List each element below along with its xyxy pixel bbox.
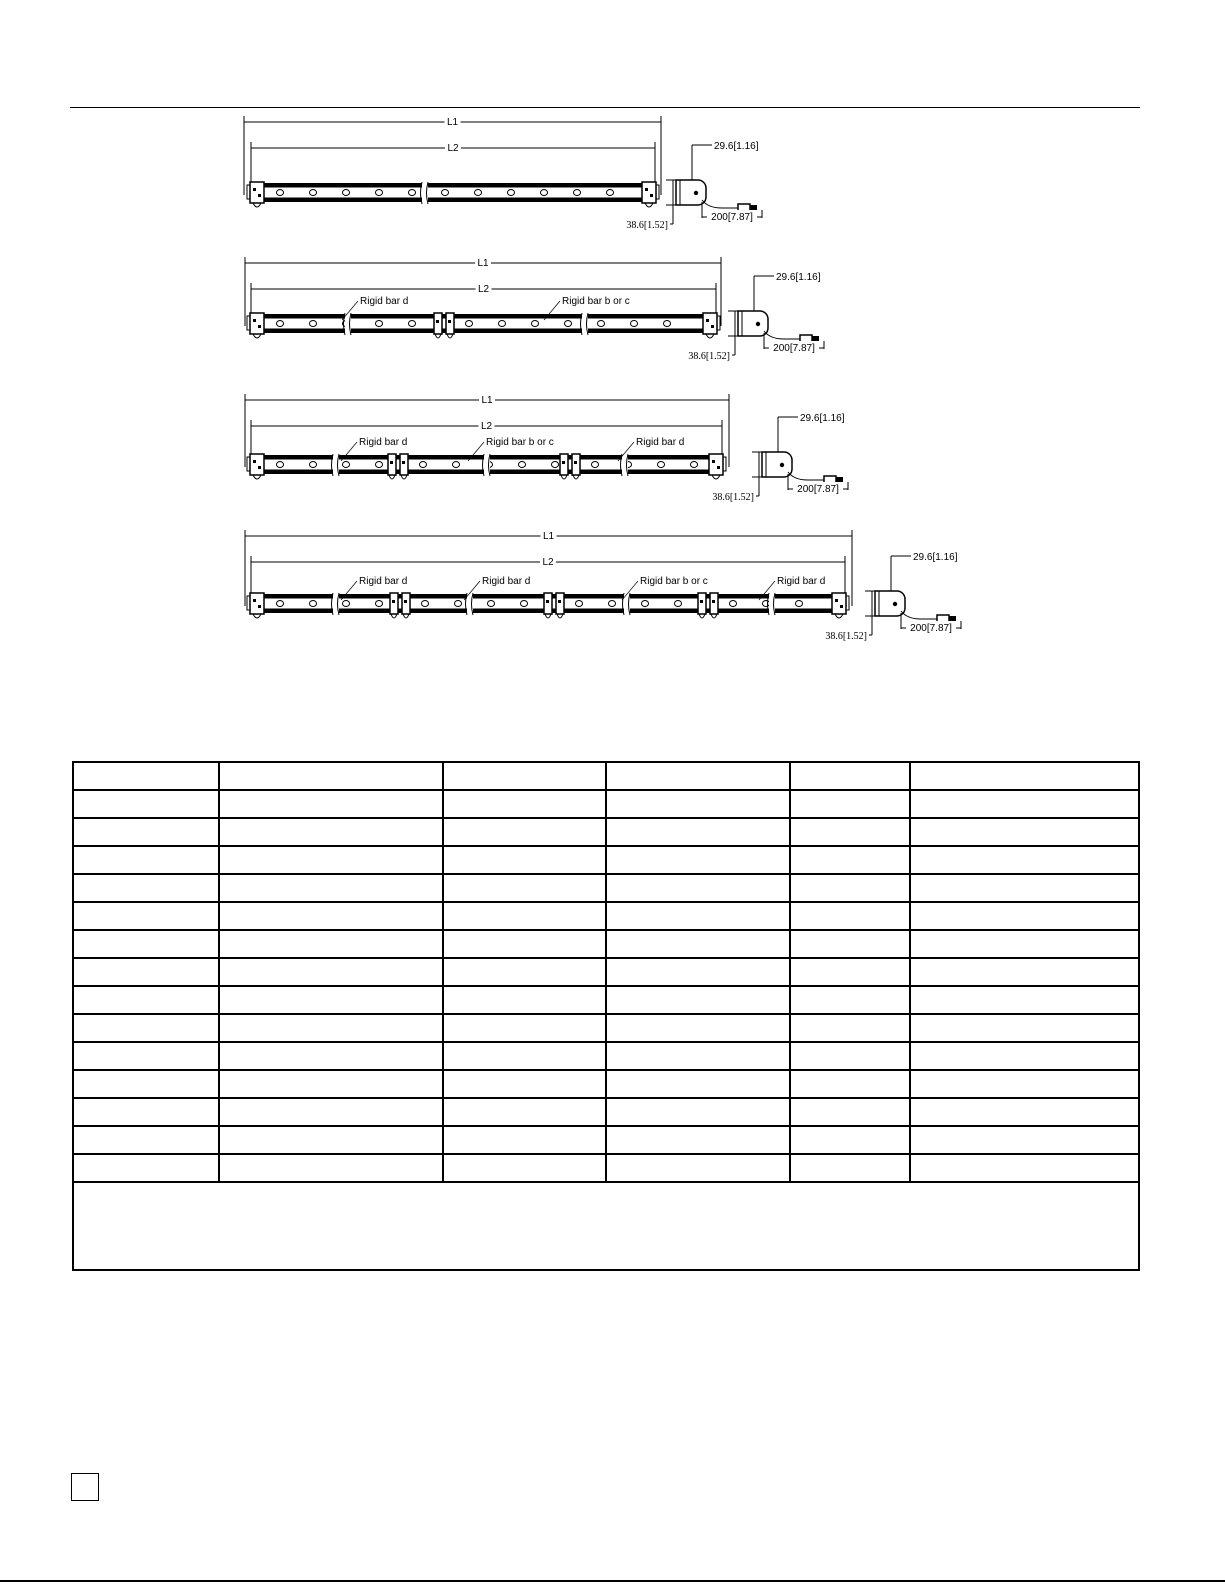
led: [642, 601, 649, 607]
table-cell: [219, 1042, 443, 1070]
table-cell: [606, 846, 790, 874]
joint-bracket: [710, 593, 718, 614]
width-dimension: 29.6[1.16]: [714, 141, 759, 152]
bracket-detail: [840, 605, 843, 608]
bracket-detail: [258, 466, 261, 469]
bar-bottom-rail: [250, 198, 656, 202]
table-row: [73, 1070, 1139, 1098]
table-cell: [790, 762, 910, 790]
table-cell: [219, 1098, 443, 1126]
bracket-detail: [546, 600, 549, 603]
table-cell: [606, 1042, 790, 1070]
profile-hole: [756, 322, 760, 326]
table-cell: [606, 958, 790, 986]
height-dimension: 38.6[1.52]: [825, 631, 867, 642]
l2-label: L2: [542, 557, 554, 568]
table-cell: [73, 1014, 219, 1042]
l1-label: L1: [542, 531, 555, 542]
table-cell: [606, 1014, 790, 1042]
table-row: [73, 902, 1139, 930]
led: [409, 321, 416, 327]
table-cell: [790, 1126, 910, 1154]
bracket-detail: [835, 599, 838, 602]
dimension-drawings: [0, 0, 1225, 720]
table-cell: [606, 818, 790, 846]
table-cell: [73, 762, 219, 790]
cable-dimension: 200[7.87]: [711, 212, 753, 223]
bracket-detail: [712, 600, 715, 603]
end-bracket: [703, 313, 717, 334]
led: [376, 462, 383, 468]
led: [422, 601, 429, 607]
segment-label: Rigid bar d: [482, 576, 531, 587]
led: [277, 321, 284, 327]
led: [277, 601, 284, 607]
table-cell: [910, 958, 1139, 986]
table-cell: [606, 930, 790, 958]
table-row: [73, 1126, 1139, 1154]
bracket-detail: [404, 600, 407, 603]
drawing-1-segment: [244, 116, 762, 231]
bracket-detail: [392, 600, 395, 603]
l2-label: L2: [480, 421, 493, 432]
led: [598, 321, 605, 327]
joint-bracket: [434, 313, 442, 334]
drawing-4-segment: [245, 530, 961, 642]
table-cell: [910, 1042, 1139, 1070]
table-cell: [443, 846, 606, 874]
page-number-box: [71, 1473, 99, 1501]
width-dimension: 29.6[1.16]: [800, 413, 845, 424]
led: [376, 321, 383, 327]
table-cell: [219, 874, 443, 902]
bracket-detail: [717, 466, 720, 469]
table-cell: [443, 1098, 606, 1126]
table-cell: [443, 986, 606, 1014]
table-cell: [73, 818, 219, 846]
l1-label: L1: [446, 117, 459, 128]
segment-label: Rigid bar b or c: [486, 437, 554, 448]
led: [310, 190, 317, 196]
table-cell: [910, 846, 1139, 874]
led: [277, 462, 284, 468]
table-cell: [73, 1098, 219, 1126]
table-cell: [790, 874, 910, 902]
led: [609, 601, 616, 607]
bracket-detail: [574, 461, 577, 464]
bracket-detail: [390, 461, 393, 464]
table-row: [73, 818, 1139, 846]
led: [664, 321, 671, 327]
table-note-row: [73, 1182, 1139, 1270]
width-dimension: 29.6[1.16]: [913, 552, 958, 563]
drawing-2-segment: [245, 257, 824, 362]
l1-label: L1: [481, 395, 493, 406]
led: [574, 190, 581, 196]
bracket-detail: [558, 600, 561, 603]
profile-hole: [780, 463, 784, 467]
joint-bracket: [388, 454, 396, 475]
table-cell: [790, 818, 910, 846]
table-cell: [73, 790, 219, 818]
table-cell: [606, 986, 790, 1014]
bar-top-rail: [250, 183, 656, 187]
bracket-detail: [706, 319, 709, 322]
led: [343, 462, 350, 468]
segment-label: Rigid bar d: [636, 437, 685, 448]
table-cell: [443, 1126, 606, 1154]
table-cell: [219, 1070, 443, 1098]
bracket-detail: [700, 600, 703, 603]
table-cell: [443, 874, 606, 902]
table-cell: [790, 1154, 910, 1182]
bracket-detail: [258, 194, 261, 197]
table-note: [73, 1182, 1139, 1270]
table-cell: [790, 902, 910, 930]
table-row: [73, 1014, 1139, 1042]
table-cell: [606, 1098, 790, 1126]
led: [519, 462, 526, 468]
table-cell: [910, 1070, 1139, 1098]
led: [675, 601, 682, 607]
led: [488, 601, 495, 607]
led: [521, 601, 528, 607]
led: [565, 321, 572, 327]
table-cell: [219, 986, 443, 1014]
led: [455, 601, 462, 607]
spec-table: [72, 761, 1140, 1271]
table-cell: [219, 790, 443, 818]
led: [420, 462, 427, 468]
led: [508, 190, 515, 196]
table-cell: [219, 818, 443, 846]
led: [442, 190, 449, 196]
table-cell: [910, 986, 1139, 1014]
led: [310, 321, 317, 327]
table-cell: [606, 790, 790, 818]
table-cell: [443, 1154, 606, 1182]
bracket-detail: [253, 599, 256, 602]
table-cell: [73, 902, 219, 930]
height-dimension: 38.6[1.52]: [626, 220, 668, 231]
table-row: [73, 1042, 1139, 1070]
table-cell: [73, 846, 219, 874]
led: [691, 462, 698, 468]
bracket-detail: [253, 460, 256, 463]
table-cell: [790, 930, 910, 958]
table-cell: [73, 1070, 219, 1098]
bracket-detail: [645, 188, 648, 191]
joint-bracket: [698, 593, 706, 614]
bracket-detail: [712, 460, 715, 463]
table-cell: [219, 958, 443, 986]
led: [310, 601, 317, 607]
led: [376, 601, 383, 607]
table-cell: [443, 930, 606, 958]
table-cell: [910, 1126, 1139, 1154]
table-cell: [790, 986, 910, 1014]
table-cell: [790, 1098, 910, 1126]
bar-bottom-rail: [250, 329, 717, 333]
table-row: [73, 846, 1139, 874]
table-cell: [443, 790, 606, 818]
table-cell: [443, 762, 606, 790]
table-cell: [910, 790, 1139, 818]
led: [343, 190, 350, 196]
joint-bracket: [544, 593, 552, 614]
end-bracket: [250, 182, 264, 203]
led: [631, 321, 638, 327]
table-cell: [443, 902, 606, 930]
table-cell: [219, 846, 443, 874]
table-cell: [443, 1042, 606, 1070]
table-cell: [910, 818, 1139, 846]
table-cell: [443, 1070, 606, 1098]
end-bracket: [250, 454, 264, 475]
led: [453, 462, 460, 468]
table-cell: [606, 902, 790, 930]
table-cell: [790, 1070, 910, 1098]
table-cell: [790, 846, 910, 874]
cable: [901, 611, 937, 619]
l2-label: L2: [477, 284, 490, 295]
led: [541, 190, 548, 196]
table-cell: [219, 1126, 443, 1154]
segment-label: Rigid bar b or c: [562, 296, 630, 307]
table-cell: [606, 874, 790, 902]
table-cell: [73, 958, 219, 986]
led: [576, 601, 583, 607]
table-cell: [910, 1154, 1139, 1182]
cable: [702, 200, 738, 208]
table-cell: [219, 902, 443, 930]
height-dimension: 38.6[1.52]: [688, 351, 730, 362]
bracket-detail: [436, 320, 439, 323]
joint-bracket: [400, 454, 408, 475]
led: [475, 190, 482, 196]
table-cell: [219, 930, 443, 958]
bracket-detail: [258, 605, 261, 608]
led: [499, 321, 506, 327]
joint-bracket: [560, 454, 568, 475]
table-cell: [443, 818, 606, 846]
footer-rule: [0, 1580, 1225, 1582]
table-cell: [790, 790, 910, 818]
table-cell: [910, 902, 1139, 930]
cable-dimension: 200[7.87]: [797, 484, 839, 495]
bracket-detail: [650, 194, 653, 197]
bracket-detail: [402, 461, 405, 464]
profile-hole: [694, 191, 698, 195]
led: [658, 462, 665, 468]
end-bracket: [250, 593, 264, 614]
segment-label: Rigid bar b or c: [640, 576, 708, 587]
led: [607, 190, 614, 196]
table-header-row: [73, 762, 1139, 790]
led: [376, 190, 383, 196]
width-dimension: 29.6[1.16]: [776, 272, 821, 283]
bracket-detail: [253, 188, 256, 191]
table-cell: [73, 930, 219, 958]
segment-label: Rigid bar d: [360, 296, 409, 307]
led: [277, 190, 284, 196]
led: [409, 190, 416, 196]
joint-bracket: [390, 593, 398, 614]
led: [552, 462, 559, 468]
table-row: [73, 930, 1139, 958]
table-row: [73, 790, 1139, 818]
led: [592, 462, 599, 468]
segment-label: Rigid bar d: [777, 576, 826, 587]
joint-bracket: [446, 313, 454, 334]
bracket-detail: [253, 319, 256, 322]
led: [763, 601, 770, 607]
table-cell: [73, 1042, 219, 1070]
table-cell: [73, 1154, 219, 1182]
table-cell: [790, 958, 910, 986]
table-cell: [73, 986, 219, 1014]
led: [730, 601, 737, 607]
table-row: [73, 1098, 1139, 1126]
segment-label: Rigid bar d: [359, 437, 408, 448]
height-dimension: 38.6[1.52]: [712, 492, 754, 503]
table-cell: [606, 762, 790, 790]
end-bracket: [250, 313, 264, 334]
end-bracket: [642, 182, 656, 203]
table-cell: [910, 1098, 1139, 1126]
table-cell: [73, 874, 219, 902]
table-row: [73, 1154, 1139, 1182]
table-cell: [606, 1070, 790, 1098]
table-cell: [910, 1014, 1139, 1042]
joint-bracket: [572, 454, 580, 475]
end-bracket: [832, 593, 846, 614]
bracket-detail: [258, 325, 261, 328]
cable: [788, 472, 824, 480]
bar-top-rail: [250, 314, 717, 318]
led: [466, 321, 473, 327]
cable-dimension: 200[7.87]: [773, 343, 815, 354]
table-cell: [790, 1042, 910, 1070]
profile-hole: [893, 602, 897, 606]
joint-bracket: [556, 593, 564, 614]
end-bracket: [709, 454, 723, 475]
cable-dimension: 200[7.87]: [910, 623, 952, 634]
table-cell: [606, 1154, 790, 1182]
table-cell: [73, 1126, 219, 1154]
segment-label: Rigid bar d: [359, 576, 408, 587]
table-cell: [219, 1014, 443, 1042]
drawing-3-segment: [245, 394, 848, 503]
table-cell: [910, 874, 1139, 902]
cable: [764, 331, 800, 339]
table-cell: [443, 958, 606, 986]
bracket-detail: [562, 461, 565, 464]
led: [532, 321, 539, 327]
table-cell: [910, 930, 1139, 958]
bracket-detail: [711, 325, 714, 328]
joint-bracket: [402, 593, 410, 614]
l2-label: L2: [447, 143, 459, 154]
led: [796, 601, 803, 607]
table-cell: [443, 1014, 606, 1042]
led: [310, 462, 317, 468]
led: [343, 601, 350, 607]
table-cell: [219, 1154, 443, 1182]
table-cell: [219, 762, 443, 790]
table-cell: [606, 1126, 790, 1154]
table-row: [73, 986, 1139, 1014]
table-row: [73, 958, 1139, 986]
table-cell: [790, 1014, 910, 1042]
bracket-detail: [448, 320, 451, 323]
l1-label: L1: [477, 258, 489, 269]
table-cell: [910, 762, 1139, 790]
table-row: [73, 874, 1139, 902]
